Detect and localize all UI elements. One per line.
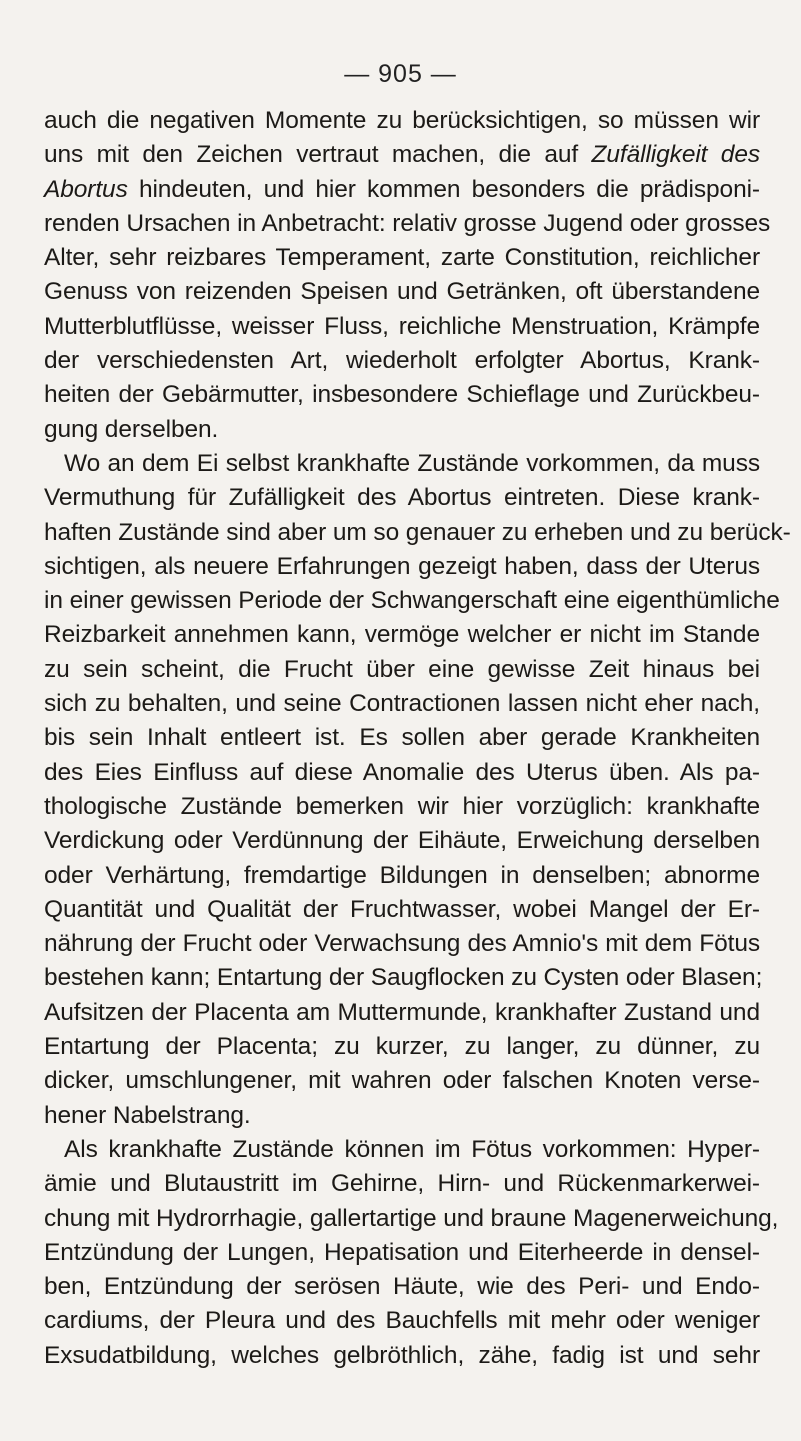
text-run: Mutterblutflüsse, weisser Fluss, reichliche Menstruation, Krämpfe [44, 312, 760, 340]
text-run: auch die negativen Momente zu berücksichtigen, so müssen wir [44, 107, 760, 134]
text-line [44, 756, 760, 790]
text-run: Als krankhafte Zustände können im Fötus vorkommen: Hyper- [64, 1135, 760, 1163]
text-run: Wo an dem Ei selbst krankhafte Zustände vorkommen, da muss [64, 449, 760, 477]
text-line [44, 859, 760, 893]
text-run: nährung der Frucht oder Verwachsung des Amnio's mit dem Fötus [44, 930, 760, 958]
text-run: Genuss von reizenden Speisen und Getränken, oft überstandene [44, 278, 760, 306]
text-run: ben, Entzündung der serösen Häute, wie des Peri- und Endo- [44, 1273, 760, 1301]
text-line [44, 241, 760, 275]
text-run: gung derselben. [44, 415, 219, 443]
text-line [44, 961, 763, 995]
text-line [44, 1064, 760, 1098]
text-run: Quantität und Qualität der Fruchtwasser, wobei Mangel der Er- [44, 895, 760, 923]
text-run: bestehen kann; Entartung der Saugflocken zu Cysten oder Blasen; [44, 964, 763, 992]
text-run: des Eies Einfluss auf diese Anomalie des Uterus üben. Als pa- [44, 758, 760, 786]
text-run: bis sein Inhalt entleert ist. Es sollen aber gerade Krankheiten [44, 724, 760, 752]
page-number: — 905 — [344, 60, 457, 88]
text-line [44, 550, 760, 584]
text-line [44, 138, 760, 172]
text-run: Vermuthung für Zufälligkeit des Abortus eintreten. Diese krank- [44, 484, 760, 512]
text-line [44, 687, 760, 721]
text-run: Alter, sehr reizbares Temperament, zarte Constitution, reichlicher [44, 244, 760, 272]
text-line [44, 790, 760, 824]
text-run: in einer gewissen Periode der Schwangerschaft eine eigenthümliche [44, 587, 780, 615]
text-line [44, 1236, 760, 1270]
text-line [44, 1270, 760, 1304]
text-line [44, 1304, 760, 1338]
text-line [44, 207, 771, 241]
text-line [44, 721, 760, 755]
text-run: Aufsitzen der Placenta am Muttermunde, krankhafter Zustand und [44, 998, 760, 1026]
text-run: oder Verhärtung, fremdartige Bildungen in denselben; abnorme [44, 861, 760, 889]
text-run: haften Zustände sind aber um so genauer zu erheben und zu berück- [44, 518, 791, 546]
text-run: cardiums, der Pleura und des Bauchfells mit mehr oder weniger [44, 1307, 760, 1335]
text-line [44, 104, 760, 138]
text-run: sich zu behalten, und seine Contractionen lassen nicht eher nach, [44, 690, 760, 718]
italic-term: Abortus [44, 175, 128, 203]
text-line [44, 1099, 760, 1133]
text-run: dicker, umschlungener, mit wahren oder falschen Knoten verse- [44, 1067, 760, 1095]
text-line [44, 481, 760, 515]
text-run: sichtigen, als neuere Erfahrungen gezeigt haben, dass der Uterus [44, 552, 760, 580]
text-run: renden Ursachen in Anbetracht: relativ grosse Jugend oder grosses [44, 209, 771, 237]
text-run: zu sein scheint, die Frucht über eine gewisse Zeit hinaus bei [44, 655, 760, 683]
text-run: ämie und Blutaustritt im Gehirne, Hirn- und Rückenmarkerwei- [44, 1170, 760, 1198]
text-line [44, 310, 760, 344]
text-line [44, 1133, 760, 1167]
body-text [44, 104, 791, 1373]
text-run: Reizbarkeit annehmen kann, vermöge welcher er nicht im Stande [44, 621, 760, 649]
text-run: uns mit den Zeichen vertraut machen, die auf [44, 141, 592, 169]
text-line [44, 653, 760, 687]
text-line [44, 275, 760, 309]
text-run: der verschiedensten Art, wiederholt erfolgter Abortus, Krank- [44, 347, 760, 375]
text-line [44, 447, 760, 481]
text-run: hener Nabelstrang. [44, 1101, 251, 1129]
text-run: Entzündung der Lungen, Hepatisation und Eiterheerde in densel- [44, 1238, 760, 1266]
text-line [44, 824, 760, 858]
text-line [44, 618, 760, 652]
text-line [44, 516, 791, 550]
text-line [44, 927, 760, 961]
text-line [44, 996, 760, 1030]
text-run: thologische Zustände bemerken wir hier vorzüglich: krankhafte [44, 792, 760, 820]
text-line [44, 173, 760, 207]
text-run: hindeuten, und hier kommen besonders die prädisponi- [127, 175, 760, 203]
text-line [44, 413, 760, 447]
text-run: Verdickung oder Verdünnung der Eihäute, Erweichung derselben [44, 827, 760, 855]
text-run: chung mit Hydrorrhagie, gallertartige und braune Magenerweichung, [44, 1204, 779, 1232]
italic-term: Zufälligkeit des [591, 141, 760, 169]
text-line [44, 1202, 779, 1236]
text-line [44, 1167, 760, 1201]
text-run: Exsudatbildung, welches gelbröthlich, zähe, fadig ist und sehr [44, 1341, 760, 1369]
text-line [44, 378, 760, 412]
text-run: Entartung der Placenta; zu kurzer, zu langer, zu dünner, zu [44, 1033, 760, 1061]
text-line [44, 1030, 760, 1064]
text-run: heiten der Gebärmutter, insbesondere Schieflage und Zurückbeu- [44, 381, 760, 409]
text-line [44, 344, 760, 378]
text-line [44, 1339, 760, 1373]
text-line [44, 893, 760, 927]
text-line [44, 584, 780, 618]
